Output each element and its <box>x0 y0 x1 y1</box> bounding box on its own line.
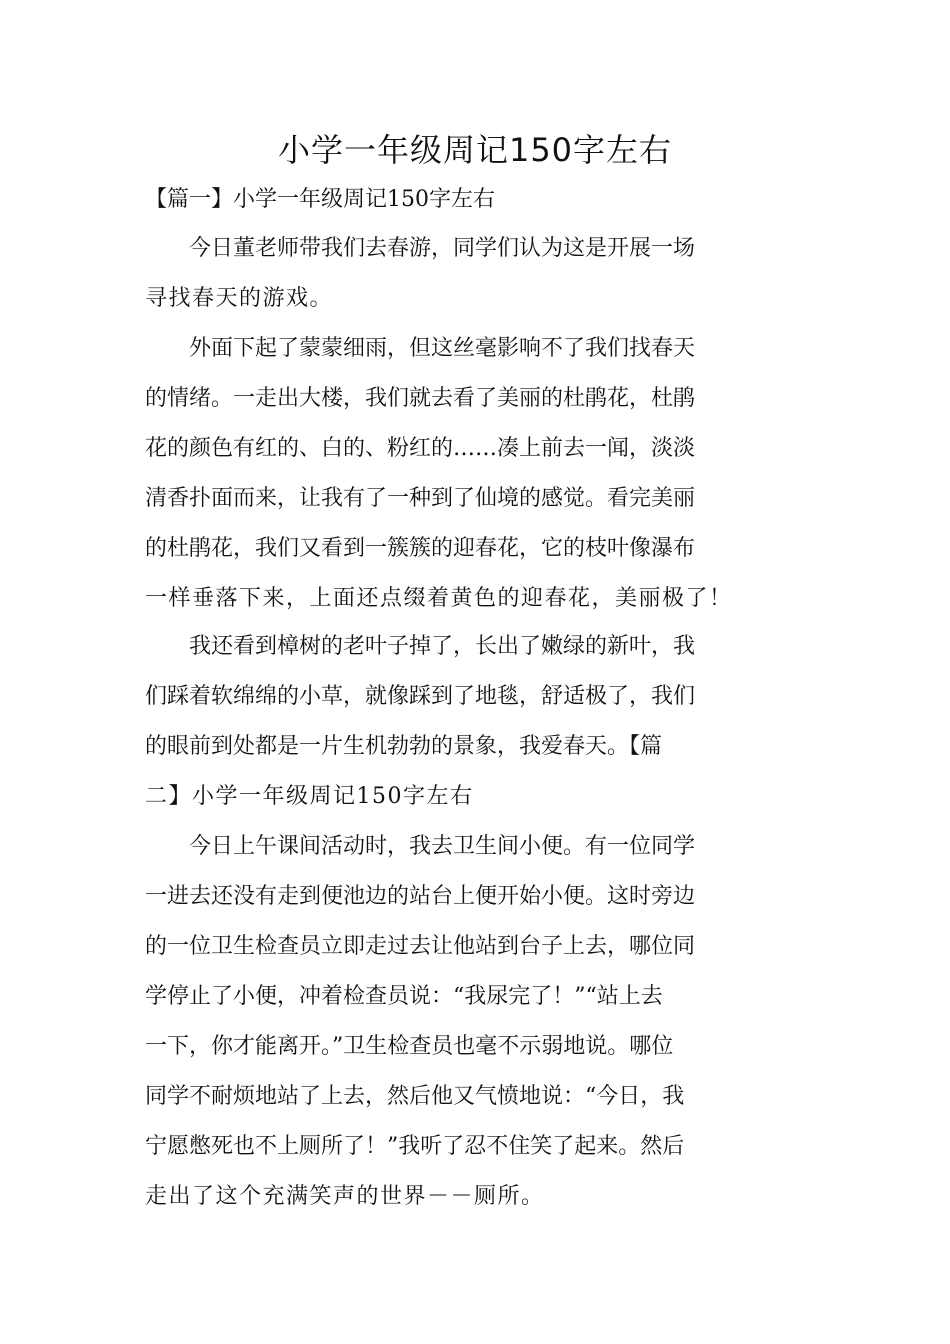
paragraph-line: 今日董老师带我们去春游，同学们认为这是开展一场 <box>189 236 696 261</box>
paragraph-line: 一下，你才能离开。”卫生检查员也毫不示弱地说。哪位 <box>145 1034 674 1059</box>
paragraph-line: 的情绪。一走出大楼，我们就去看了美丽的杜鹃花，杜鹃 <box>145 386 696 411</box>
paragraph-line: 走出了这个充满笑声的世界－－厕所。 <box>145 1184 545 1209</box>
paragraph-line: 二】小学一年级周记150字左右 <box>145 784 474 809</box>
document-title: 小学一年级周记150字左右 <box>277 131 673 169</box>
paragraph-line: 的一位卫生检查员立即走过去让他站到台子上去，哪位同 <box>145 934 696 959</box>
paragraph-line: 同学不耐烦地站了上去，然后他又气愤地说：“今日，我 <box>145 1084 685 1109</box>
paragraph-line: 宁愿憋死也不上厕所了！”我听了忍不住笑了起来。然后 <box>145 1134 685 1159</box>
paragraph-line: 外面下起了蒙蒙细雨，但这丝毫影响不了我们找春天 <box>189 336 696 361</box>
paragraph-line: 今日上午课间活动时，我去卫生间小便。有一位同学 <box>189 834 696 859</box>
paragraph-line: 学停止了小便，冲着检查员说：“我尿完了！”“站上去 <box>145 984 663 1009</box>
section-heading-1: 【篇一】小学一年级周记150字左右 <box>145 187 495 212</box>
paragraph-line: 我还看到樟树的老叶子掉了，长出了嫩绿的新叶，我 <box>189 634 696 659</box>
paragraph-line: 一样垂落下来，上面还点缀着黄色的迎春花，美丽极了！ <box>145 586 733 611</box>
paragraph-line: 们踩着软绵绵的小草，就像踩到了地毯，舒适极了，我们 <box>145 684 696 709</box>
paragraph-line: 寻找春天的游戏。 <box>145 286 334 311</box>
paragraph-line: 花的颜色有红的、白的、粉红的……凑上前去一闻，淡淡 <box>145 436 696 461</box>
paragraph-2 <box>145 324 805 624</box>
paragraph-line: 一进去还没有走到便池边的站台上便开始小便。这时旁边 <box>145 884 696 909</box>
paragraph-1 <box>145 224 805 324</box>
paragraph-3 <box>145 622 805 822</box>
paragraph-line: 的杜鹃花，我们又看到一簇簇的迎春花，它的枝叶像瀑布 <box>145 536 696 561</box>
paragraph-line: 的眼前到处都是一片生机勃勃的景象，我爱春天。【篇 <box>145 734 663 759</box>
paragraph-4 <box>145 822 805 1222</box>
paragraph-line: 清香扑面而来，让我有了一种到了仙境的感觉。看完美丽 <box>145 486 696 511</box>
